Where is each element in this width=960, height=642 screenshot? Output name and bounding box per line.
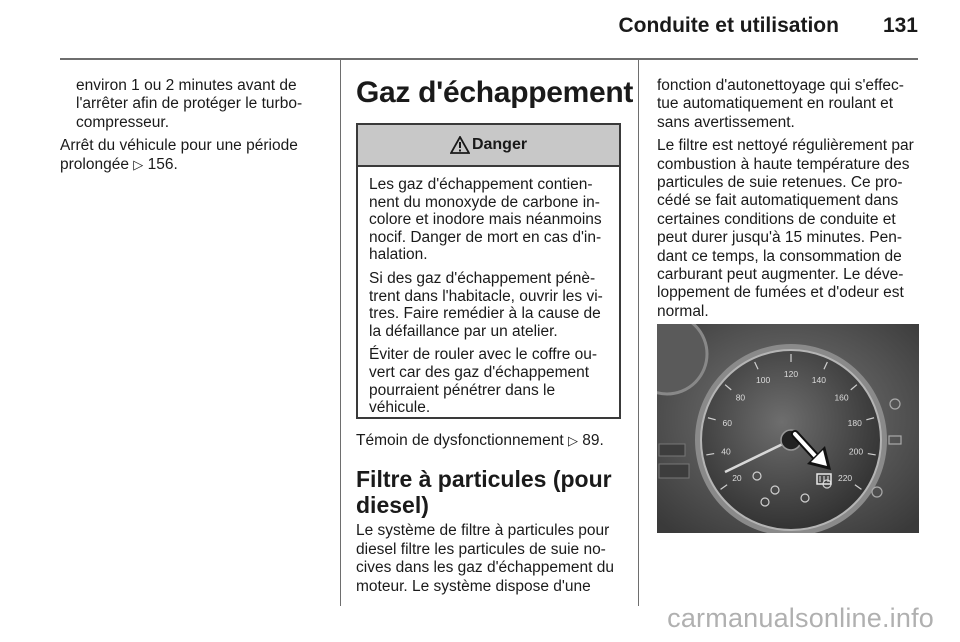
section-title: Conduite et utilisation (618, 14, 839, 37)
column-left (60, 77, 322, 179)
stop-text: Arrêt du véhicule pour une période prolongée (60, 137, 298, 173)
danger-body (358, 167, 619, 417)
paragraph-filter-intro: Le système de filtre à particules pour diesel filtre les particules de suie no-cives dans les gaz d'échappement du moteur. Le système dispose d'une (356, 522, 615, 595)
gauge-tick-label: 80 (735, 392, 746, 403)
danger-label: Danger (471, 136, 528, 153)
subsection-heading: Filtre à particules (pour diesel) (356, 466, 612, 519)
paragraph-turbo: environ 1 ou 2 minutes avant de l'arrêter afin de protéger le turbo-compresseur. (76, 77, 303, 131)
danger-paragraph-3: Éviter de rouler avec le coffre ou-vert car des gaz d'échappement pourraient pénétrer dans le véhicule. (369, 346, 598, 417)
gauge-tick-label: 200 (848, 446, 864, 457)
watermark: carmanualsonline.info (667, 603, 934, 633)
header-rule (60, 58, 918, 60)
gauge-tick-label: 20 (732, 472, 742, 483)
gauge-tick-label: 220 (837, 472, 853, 483)
warning-triangle-icon (450, 136, 470, 154)
reference-arrow-icon: ▷ (567, 433, 578, 448)
gauge-tick-label: 100 (756, 375, 771, 386)
column-right (657, 77, 925, 326)
page-number: 131 (882, 14, 918, 37)
column-middle-lower (356, 432, 626, 601)
paragraph-self-cleaning: fonction d'autonettoyage qui s'effec-tue automatiquement en roulant et sans avertissement. (657, 77, 904, 131)
paragraph-stop (60, 137, 322, 174)
page-reference-link[interactable]: 156. (147, 155, 178, 173)
danger-box (356, 123, 621, 419)
column-divider-2 (638, 60, 639, 606)
paragraph-warning-light (356, 432, 626, 450)
instrument-cluster-photo (657, 324, 919, 533)
danger-header (358, 125, 619, 167)
gauge-tick-label: 40 (721, 446, 731, 457)
gauge-tick-label: 140 (811, 375, 826, 386)
column-divider-1 (340, 60, 341, 606)
gauge-tick-label: 120 (783, 369, 799, 379)
gauge-tick-label: 180 (847, 417, 862, 428)
page-header (618, 14, 918, 38)
reference-arrow-icon: ▷ (133, 156, 144, 172)
paragraph-filter-cleaning: Le filtre est nettoyé régulièrement par combustion à haute température des particules de suie retenues. Ce pro-cédé se fait automatiquement dans certaines conditions de conduite et peut durer jusqu'à 15 minutes. Pen-dant ce temps, la consommation de carburant peut augmenter. Le déve-loppement de fumées et d'odeur est normal. (657, 137, 914, 320)
gauge-tick-label: 60 (722, 417, 732, 428)
danger-paragraph-1: Les gaz d'échappement contien-nent du monoxyde de carbone in-colore et inodore mais néanmoins nocif. Danger de mort en cas d'in-halation. (369, 176, 602, 264)
page-reference-link[interactable]: 89. (582, 432, 604, 449)
danger-paragraph-2: Si des gaz d'échappement pénè-trent dans l'habitacle, ouvrir les vi-tres. Faire remédier à la cause de la défaillance par un atelier. (369, 269, 603, 340)
gauge-tick-label: 160 (834, 392, 849, 403)
section-heading: Gaz d'échappement (356, 76, 634, 109)
speedometer-illustration (657, 324, 919, 533)
warning-light-text: Témoin de dysfonctionnement (356, 432, 564, 449)
